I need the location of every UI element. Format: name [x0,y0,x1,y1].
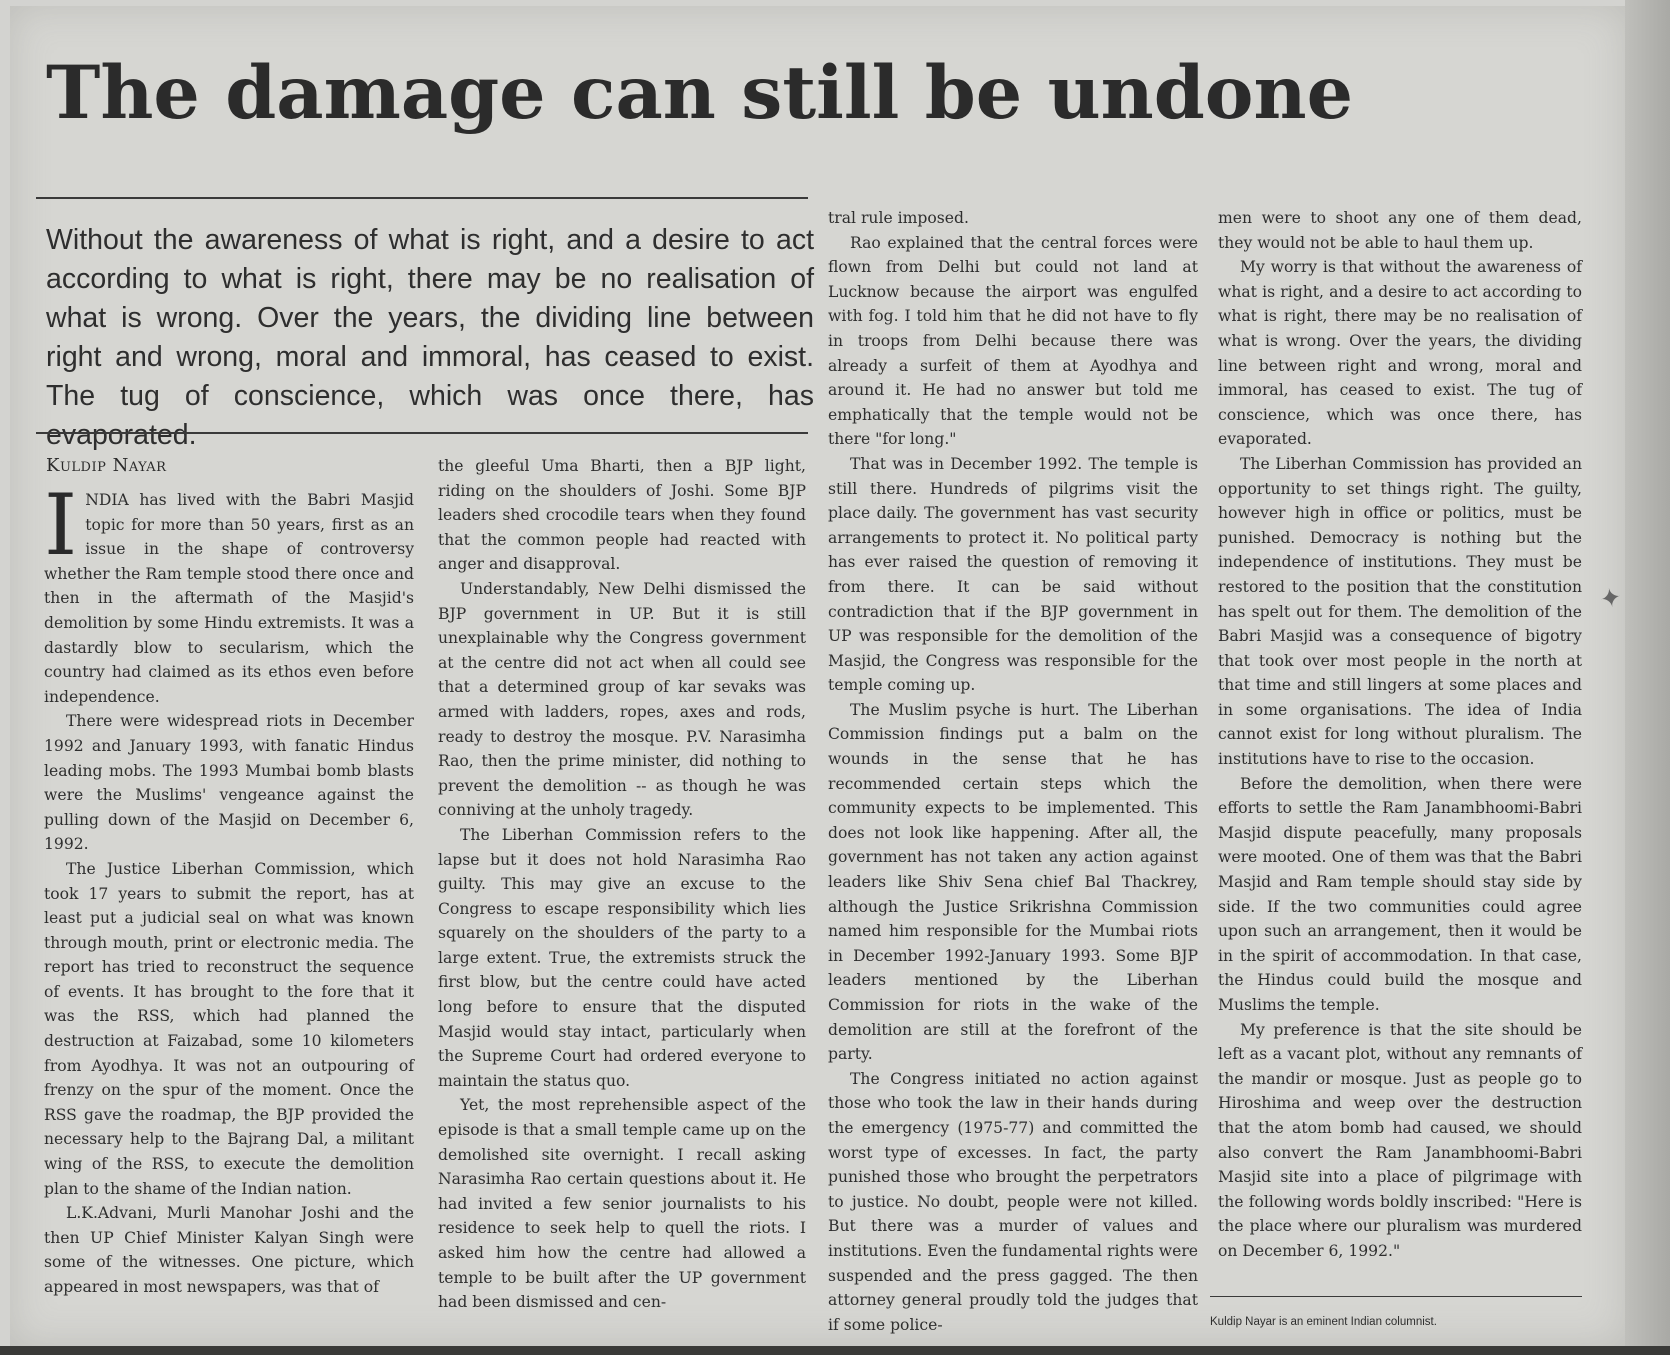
bird-mark-icon: ✦ [1597,582,1625,616]
paragraph: Before the demolition, when there were efforts to settle the Ram Janambhoomi-Babri Masjid dispute peacefully, many proposals were mooted. One of them was that the Babri Masjid and Ram temple should stay side by side. If the two communities could agree upon such an arrangement, then it would be in the spirit of accommodation. In that case, the Hindus could build the mosque and Muslims the temple. [1218,774,1582,1014]
paragraph: men were to shoot any one of them dead, they would not be able to haul them up. [1218,209,1582,252]
paragraph: That was in December 1992. The temple is still there. Hundreds of pilgrims visit the place daily. The government has vast security arrangements to protect it. No political party has ever raised the question of removing it from there. It can be said without contradiction that if the BJP government in UP was responsible for the demolition of the Masjid, the Congress was responsible for the temple coming up. [828,454,1198,695]
page-edge-shadow [1625,0,1670,1355]
paragraph: Yet, the most reprehensible aspect of the episode is that a small temple came up on the demolished site overnight. I recall asking Narasimha Rao certain questions about it. He had invited a few senior journalists to his residence to seek help to quell the riots. I asked him how the centre had allowed a temple to be built after the UP government had been dismissed and cen- [438,1096,806,1312]
standfirst-top-rule [36,197,808,199]
paragraph: the gleeful Uma Bharti, then a BJP light, riding on the shoulders of Joshi. Some BJP leaders shed crocodile tears when they found that the common people had reacted with anger and disapproval. [438,457,806,574]
headline: The damage can still be undone [46,50,1354,136]
article-column-1 [44,476,414,1300]
paragraph: There were widespread riots in December 1992 and January 1993, with fanatic Hindus leading mobs. The 1993 Mumbai bomb blasts were the Muslims' vengeance against the pulling down of the Masjid on December 6, 1992. [44,712,414,854]
paragraph: The Justice Liberhan Commission, which took 17 years to submit the report, has at least put a judicial seal on what was known through mouth, print or electronic media. The report has tried to reconstruct the sequence of events. It has brought to the fore that it was the RSS, which had planned the destruction at Faizabad, some 10 kilometers from Ayodhya. It was not an outpouring of frenzy on the spur of the moment. Once the RSS gave the roadmap, the BJP provided the necessary help to the Bajrang Dal, a militant wing of the RSS, to execute the demolition plan to the shame of the Indian nation. [44,859,414,1198]
footnote-rule [1210,1296,1582,1297]
paragraph: The Muslim psyche is hurt. The Liberhan Commission findings put a balm on the wounds in the sense that he has recommended certain steps which the community expects to be implemented. This does not look like happening. After all, the government has not taken any action against leaders like Shiv Sena chief Bal Thackrey, although the Justice Srikrishna Commission named him responsible for the Mumbai riots in December 1992-January 1993. Some BJP leaders mentioned by the Liberhan Commission for riots in the wake of the demolition are still at the forefront of the party. [828,700,1198,1064]
paragraph: Rao explained that the central forces were flown from Delhi but could not land at Lucknow because the airport was engulfed with fog. I told him that he did not have to fly in troops from Delhi because there was already a surfeit of them at Ayodhya and around it. He had no answer but told me emphatically that the temple would not be there "for long." [828,233,1198,449]
paragraph: The Congress initiated no action against those who took the law in their hands during the emergency (1975-77) and committed the worst type of excesses. In fact, the party punished those who brought the perpetrators to justice. No doubt, people were not killed. But there was a murder of values and institutions. Even the fundamental rights were suspended and the press gagged. The then attorney general proudly told the judges that if some police- [828,1069,1198,1334]
paragraph: The Liberhan Commission refers to the lapse but it does not hold Narasimha Rao guilty. This may give an excuse to the Congress to escape responsibility which lies squarely on the shoulders of the party to a large extent. True, the extremists struck the first blow, but the centre could have acted long before to ensure that the disputed Masjid would stay intact, particularly when the Supreme Court had ordered everyone to maintain the status quo. [438,825,806,1090]
page-bottom-edge [0,1346,1670,1355]
paragraph: Understandably, New Delhi dismissed the BJP government in UP. But it is still unexplainable why the Congress government at the centre did not act when all could see that a determined group of kar sevaks was armed with ladders, ropes, axes and rods, ready to destroy the mosque. P.V. Narasimha Rao, then the prime minister, did nothing to prevent the demolition -- as though he was conniving at the unholy tragedy. [438,579,806,820]
paragraph: tral rule imposed. [828,209,969,227]
paragraph: L.K.Advani, Murli Manohar Joshi and the then UP Chief Minister Kalyan Singh were some of the witnesses. One picture, which appeared in most newspapers, was that of [44,1204,414,1296]
article-column-2 [438,454,806,1315]
paragraph: The Liberhan Commission has provided an opportunity to set things right. The guilty, however high in office or politics, must be punished. Democracy is nothing but the independence of institutions. They must be restored to the position that the constitution has spelt out for them. The demolition of the Babri Masjid was a consequence of bigotry that took over most people in the north at that time and still lingers at some places and in some organisations. The idea of India cannot exist for long without pluralism. The institutions have to rise to the occasion. [1218,454,1582,769]
article-column-4 [1218,206,1582,1264]
byline: Kuldip Nayar [46,455,167,476]
drop-cap: I [44,476,78,574]
paragraph: My worry is that without the awareness of what is right, and a desire to act according to what is right, there may be no realisation of what is wrong. Over the years, the dividing line between right and wrong, moral and immoral, has ceased to exist. The tug of conscience, which was once there, has evaporated. [1218,258,1582,449]
standfirst-bottom-rule [36,432,808,434]
paragraph: My preference is that the site should be left as a vacant plot, without any remnants of the mandir or mosque. Just as people go to Hiroshima and weep over the destruction that the atom bomb had caused, we should also convert the Ram Janambhoomi-Babri Masjid site into a place of pilgrimage with the following words boldly inscribed: "Here is the place where our pluralism was murdered on December 6, 1992." [1218,1020,1582,1260]
article-column-3 [828,206,1198,1337]
standfirst: Without the awareness of what is right, and a desire to act according to what is right, there may be no realisation of what is wrong. Over the years, the dividing line between right and wrong, moral and immoral, has ceased to exist. The tug of conscience, which was once there, has evaporated. [46,224,814,451]
newspaper-sheet [10,6,1625,1346]
paragraph: NDIA has lived with the Babri Masjid topic for more than 50 years, first as an issue in the shape of controversy whether the Ram temple stood there once and then in the aftermath of the Masjid's demolition by some Hindu extremists. It was a dastardly blow to secularism, which the country had claimed as its ethos even before independence. [44,491,414,706]
author-footnote: Kuldip Nayar is an eminent Indian columnist. [1210,1316,1437,1328]
